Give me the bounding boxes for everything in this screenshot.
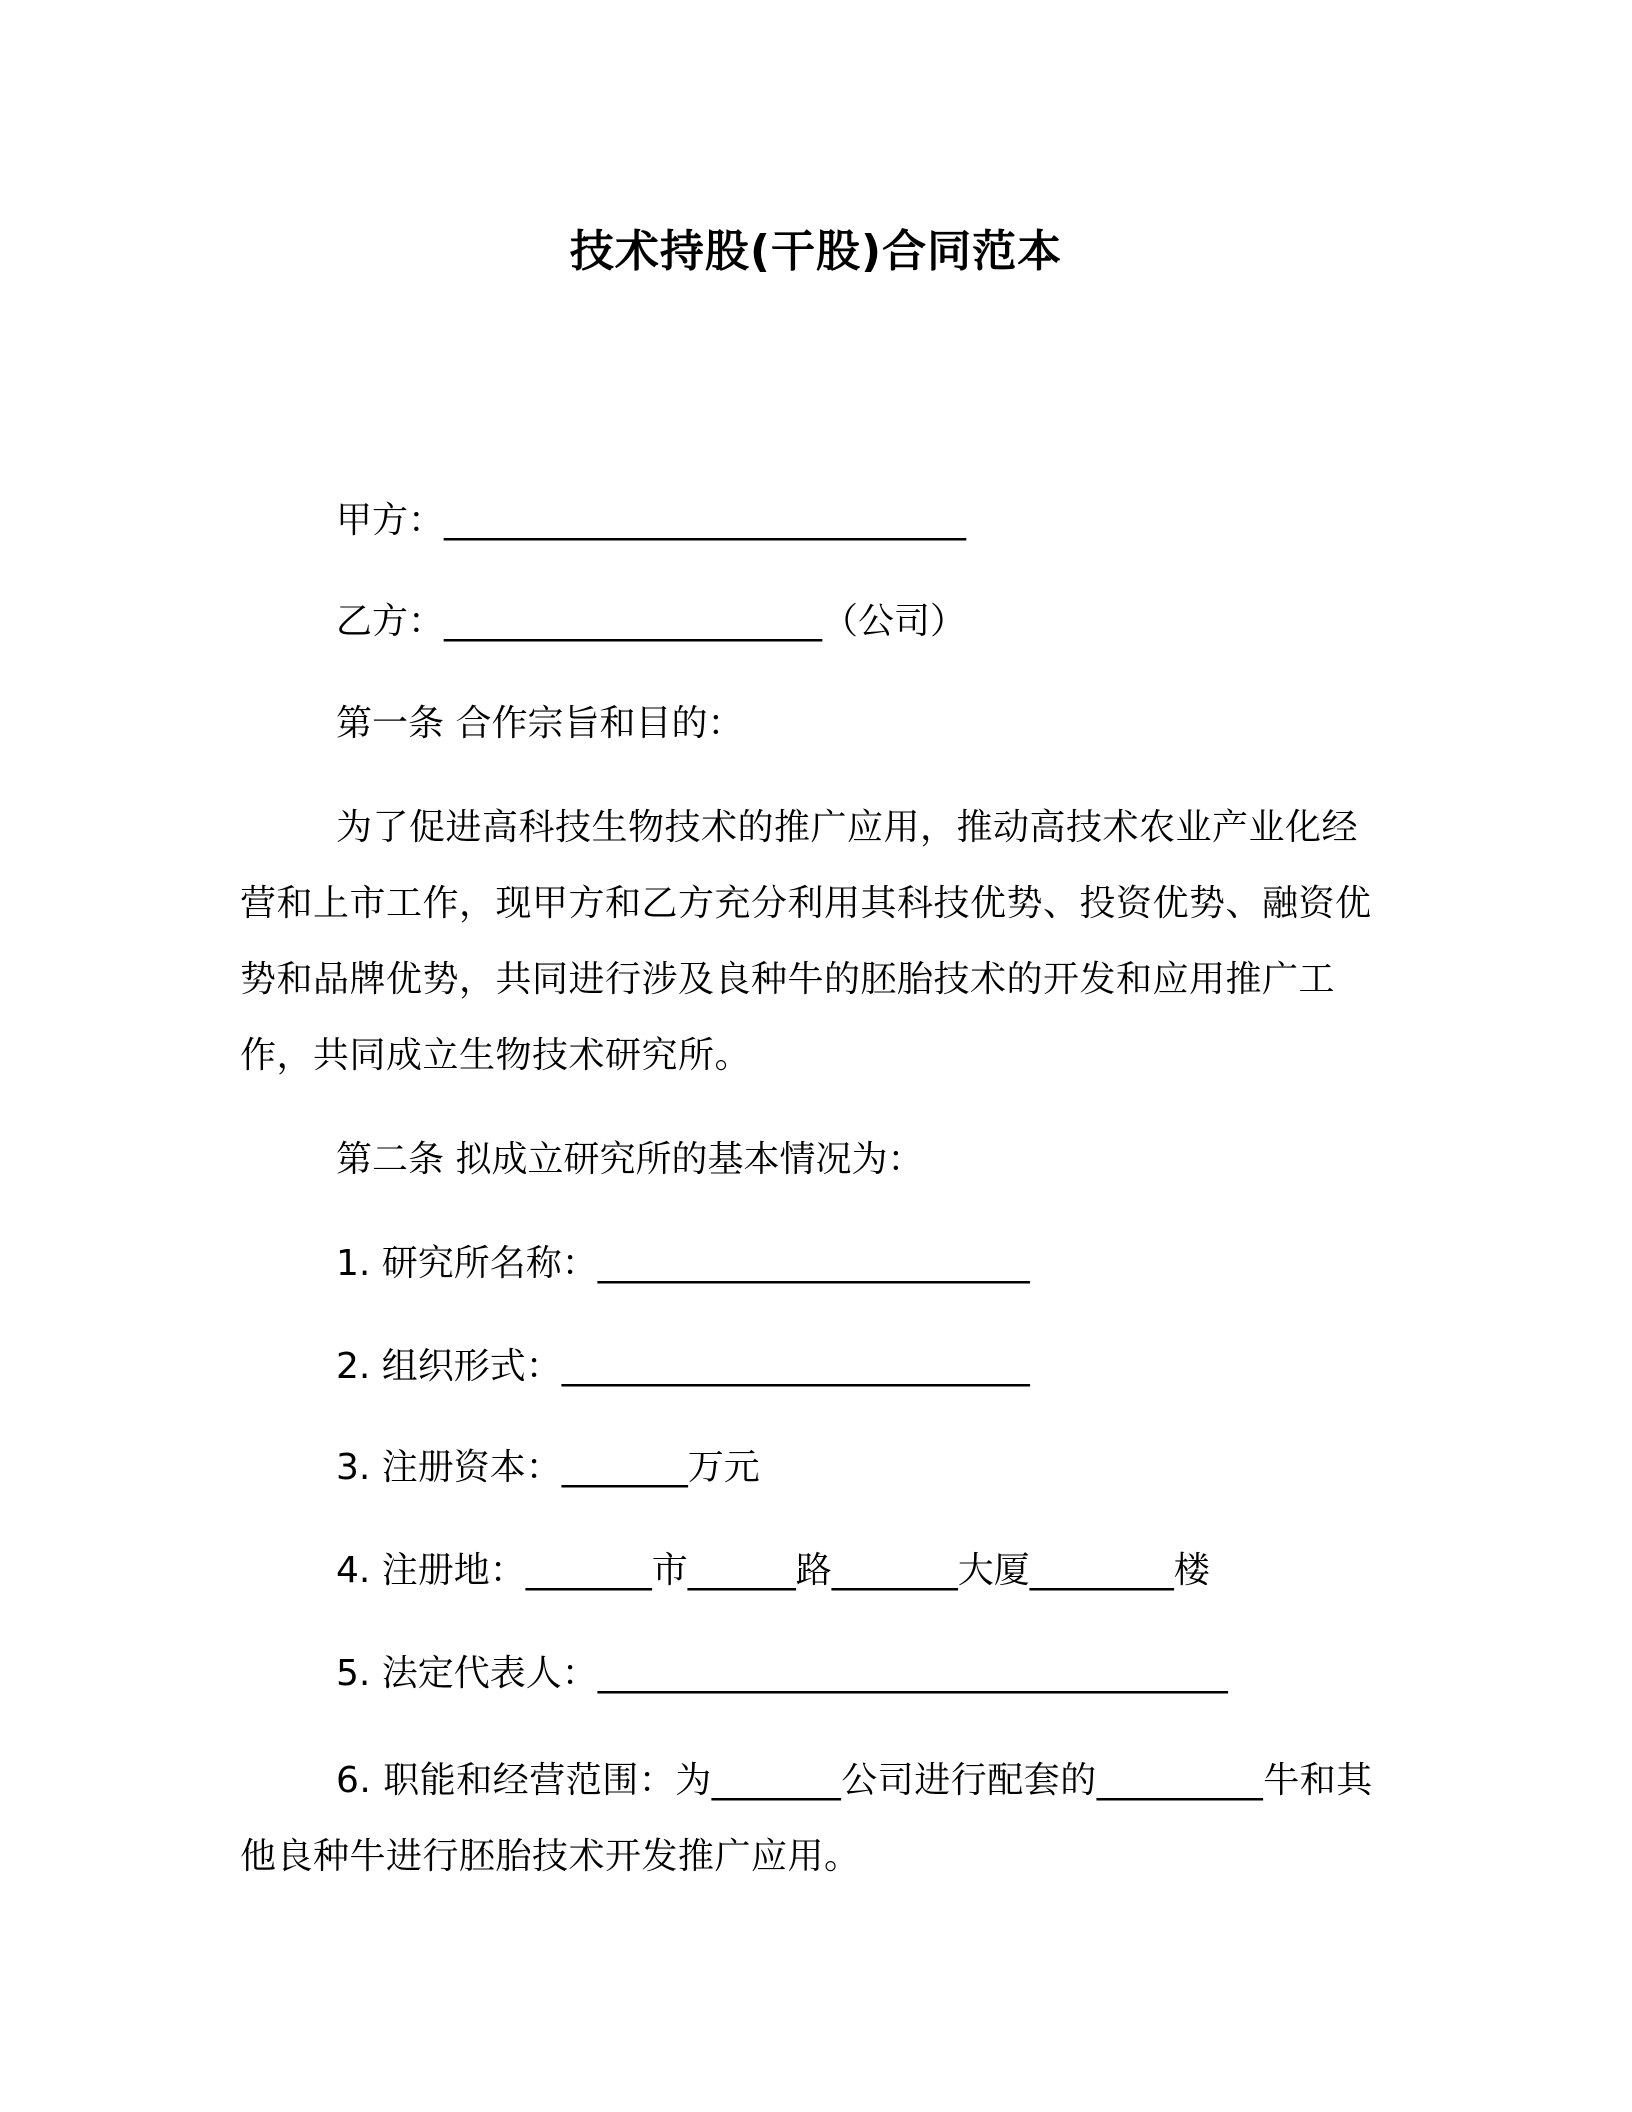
article-1-heading: 第一条 合作宗旨和目的： [336, 703, 744, 744]
item-organization-form: 2. 组织形式：__________________________ [336, 1346, 1030, 1387]
article-2-heading: 第二条 拟成立研究所的基本情况为： [336, 1139, 924, 1180]
item-registered-capital: 3. 注册资本：_______万元 [336, 1447, 760, 1488]
document-title: 技术持股(干股)合同范本 [569, 226, 1063, 277]
article-1-body: 为了促进高科技生物技术的推广应用，推动高技术农业产业化经营和上市工作，现甲方和乙方充分利用其科技优势、投资优势、融资优势和品牌优势，共同进行涉及良种牛的胚胎技术的开发和应用推广工作，共同成立生物技术研究所。 [240, 807, 1372, 1076]
item-legal-representative: 5. 法定代表人：___________________________________ [336, 1653, 1228, 1694]
party-b-line: 乙方：_____________________（公司） [336, 601, 967, 642]
item-registered-address: 4. 注册地：_______市______路_______大厦________楼 [336, 1550, 1210, 1591]
party-a-line: 甲方：_____________________________ [336, 500, 967, 541]
item-institute-name: 1. 研究所名称：________________________ [336, 1243, 1030, 1284]
item-business-scope: 6. 职能和经营范围：为_______公司进行配套的_________牛和其他良种牛进行胚胎技术开发推广应用。 [240, 1760, 1373, 1877]
